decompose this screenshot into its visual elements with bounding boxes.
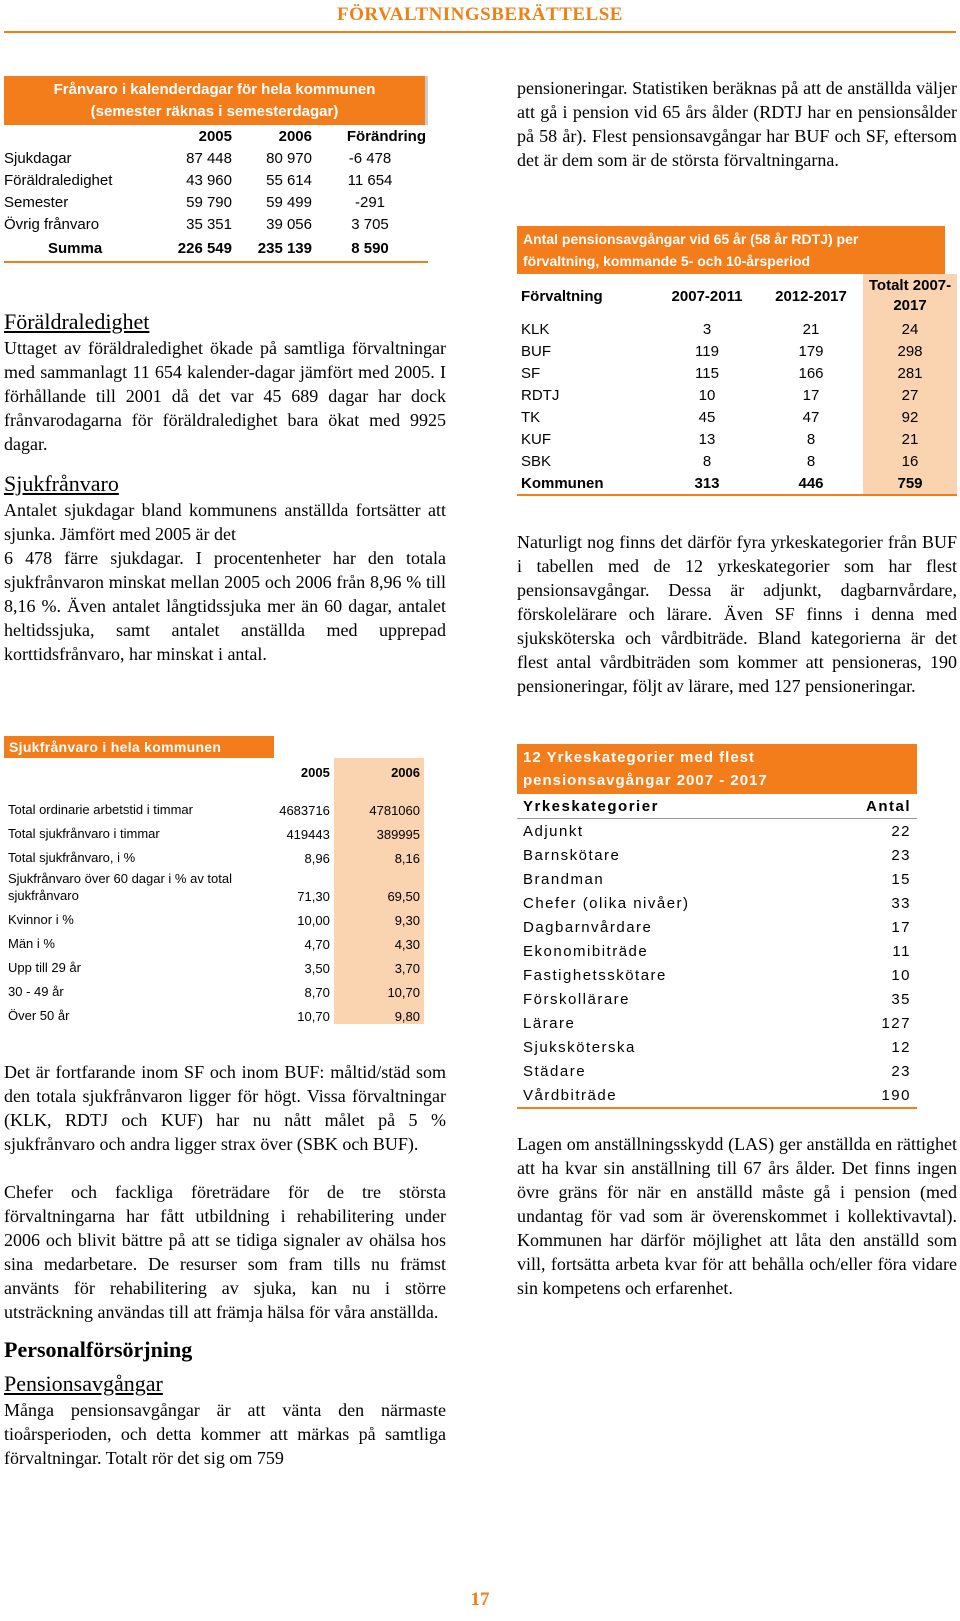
pension-row — [517, 428, 957, 450]
pension-row — [517, 362, 957, 384]
sick-leave-table — [4, 736, 424, 1024]
sick-leave-2006: 9,30 — [334, 904, 424, 928]
pension-sum-row — [517, 472, 957, 495]
para-buf: Naturligt nog finns det därför fyra yrkeskategorier från BUF i tabellen med de 12 yrkeskategorier som har flest pensionsavgångar. Dessa är adjunkt, dagbarnvårdare, förskolelärare och lärare. Även SF finns i denna med sjuksköterska och vårdbiträde. Bland kategorierna är det flest antal vårdbiträden som kommer att pensioneras, 190 pensioneringar, följt av lärare, med 127 pensioneringar. — [517, 532, 957, 696]
pension-name: RDTJ — [521, 386, 560, 404]
col-total — [863, 274, 957, 318]
sick-leave-row — [4, 928, 424, 952]
sick-leave-2006: 69,50 — [334, 866, 424, 904]
pension-a: 115 — [695, 364, 719, 382]
right-las-para — [517, 1132, 957, 1300]
col-header: Förändring — [346, 127, 426, 145]
col-header: 2006 — [278, 127, 312, 145]
sick-leave-row — [4, 976, 424, 1000]
col-total-line1: Totalt 2007- — [868, 277, 952, 294]
pension-row — [517, 340, 957, 362]
left-column-lower — [4, 1060, 446, 1470]
pension-table-subtitle: förvaltning, kommande 5- och 10-årsperiod — [523, 253, 811, 269]
category-count: 127 — [881, 1014, 911, 1032]
sick-leave-2005: 8,70 — [304, 985, 330, 1000]
pension-name: SF — [521, 364, 541, 382]
pension-b: 166 — [798, 364, 824, 382]
para-chefer: Chefer och fackliga företrädare för de tre största förvaltningarna har fått utbildning i rehabilitering under 2006 och blivit bättre på att se tidiga signaler av ohälsa hos sina medarbetare. De resurser som fram tills nu främst använts för rehabilitering av sjuka, kan nu i större utsträckning användas till att främja hälsa för våra anställda. — [4, 1182, 446, 1322]
pension-total: 16 — [863, 450, 957, 472]
sick-leave-2005: 10,70 — [297, 1009, 330, 1024]
category-count: 11 — [892, 942, 911, 960]
category-row — [517, 939, 917, 963]
pension-row — [517, 318, 957, 340]
absence-cell-v2005: 87 448 — [186, 149, 232, 167]
sick-leave-2006: 9,80 — [334, 1000, 424, 1024]
sick-leave-2005: 3,50 — [304, 961, 330, 976]
category-row — [517, 987, 917, 1011]
sick-leave-2005: 4683716 — [279, 803, 330, 818]
pension-a: 10 — [698, 386, 716, 404]
sick-leave-row — [4, 1000, 424, 1024]
sick-leave-2005: 10,00 — [297, 913, 330, 928]
para-las: Lagen om anställningsskydd (LAS) ger anställda en rättighet att ha kvar sin anställning till 67 års ålder. Det finns ingen övre gräns för när en anställd måste gå i pension (med undantag för vad som är överenskommet i kollektivavtal). Kommunen har därför möjlighet att låta den anställd som vill, fortsätta arbeta kvar för att behålla och/eller föra vidare sin kompetens och erfarenhet. — [517, 1134, 957, 1298]
pension-a: 3 — [702, 320, 712, 338]
col-2012-2017: 2012-2017 — [775, 287, 847, 305]
left-column-upper — [4, 308, 446, 666]
sum-total: 759 — [863, 472, 957, 495]
col-2005: 2005 — [300, 765, 330, 780]
pension-name: KUF — [521, 430, 551, 448]
category-count: 12 — [891, 1038, 911, 1056]
pension-b: 47 — [802, 408, 820, 426]
category-count: 17 — [891, 918, 911, 936]
category-row — [517, 1083, 917, 1108]
pension-a: 45 — [698, 408, 716, 426]
absence-cell-change: -6 478 — [348, 149, 392, 167]
sick-leave-label: Kvinnor i % — [8, 912, 74, 927]
categories-table — [517, 744, 917, 1109]
sum-2006: 235 139 — [232, 235, 312, 262]
absence-cell-label: Övrig frånvaro — [4, 215, 100, 233]
absence-cell-change: -291 — [354, 193, 386, 211]
sjuk-text-1: Antalet sjukdagar bland kommunens anställda fortsätter att sjunka. Jämfört med 2005 är det — [4, 500, 446, 544]
sick-leave-col-headers — [4, 758, 424, 780]
category-count: 33 — [891, 894, 911, 912]
absence-row — [4, 213, 428, 235]
absence-cell-change: 11 654 — [347, 171, 393, 189]
category-row — [517, 963, 917, 987]
sick-leave-2006: 10,70 — [334, 976, 424, 1000]
category-name: Adjunkt — [523, 822, 584, 840]
pension-row — [517, 450, 957, 472]
right-buf-para — [517, 530, 957, 698]
sick-leave-label: Över 50 år — [8, 1008, 70, 1023]
absence-cell-label: Sjukdagar — [4, 149, 72, 167]
absence-cell-v2006: 39 056 — [266, 215, 312, 233]
category-row — [517, 1035, 917, 1059]
sum-change: 8 590 — [312, 235, 428, 262]
sick-leave-2005: 71,30 — [297, 889, 330, 904]
sick-leave-2006: 4781060 — [334, 780, 424, 818]
category-row — [517, 1011, 917, 1035]
sjuk-text-2: 6 478 färre sjukdagar. I procentenheter har den totala sjukfrånvaron minskat mellan 2005 och 2006 från 8,96 % till 8,16 %. Även antalet långtidssjuka mer än 60 dagar, antalet heltidssjuka, samt antalet anställda med upprepad korttidsfrånvaro, har minskat i antal. — [4, 548, 446, 664]
sum-b: 446 — [759, 472, 863, 495]
pension-total: 27 — [863, 384, 957, 406]
sick-leave-table-title: Sjukfrånvaro i hela kommunen — [4, 736, 274, 758]
pension-total: 21 — [863, 428, 957, 450]
category-row — [517, 867, 917, 891]
personal-heading: Personalförsörjning — [4, 1337, 193, 1362]
category-name: Fastighetsskötare — [523, 966, 667, 984]
categories-table-header — [517, 744, 917, 794]
absence-table-title: Frånvaro i kalenderdagar för hela kommunen — [53, 81, 376, 98]
category-count: 22 — [891, 822, 911, 840]
absence-cell-label: Semester — [4, 193, 69, 211]
pension-b: 179 — [798, 342, 824, 360]
sick-leave-row — [4, 818, 424, 842]
category-name: Lärare — [523, 1014, 576, 1032]
absence-row — [4, 147, 428, 169]
sick-leave-label: Total ordinarie arbetstid i timmar — [8, 802, 193, 817]
absence-table-col-headers — [4, 125, 428, 147]
col-forvaltning: Förvaltning — [521, 287, 603, 305]
categories-col-headers — [517, 794, 917, 819]
absence-cell-label: Föräldraledighet — [4, 171, 113, 189]
pension-b: 8 — [806, 452, 816, 470]
pension-row — [517, 384, 957, 406]
sick-leave-label: 30 - 49 år — [8, 984, 64, 999]
absence-cell-change: 3 705 — [351, 215, 389, 233]
sick-leave-2006: 8,16 — [334, 842, 424, 866]
sum-a: 313 — [655, 472, 759, 495]
sick-leave-2005: 419443 — [286, 827, 330, 842]
absence-cell-v2006: 80 970 — [266, 149, 312, 167]
category-name: Sjuksköterska — [523, 1038, 636, 1056]
sick-leave-row — [4, 952, 424, 976]
page-header-title: FÖRVALTNINGSBERÄTTELSE — [337, 4, 623, 25]
pension-heading: Pensionsavgångar — [4, 1371, 163, 1396]
pension-total: 281 — [863, 362, 957, 384]
pension-name: TK — [521, 408, 541, 426]
categories-table-subtitle: pensionsavgångar 2007 - 2017 — [523, 772, 768, 789]
col-category: Yrkeskategorier — [517, 794, 820, 819]
para-intro: pensioneringar. Statistiken beräknas på att de anställda väljer att gå i pension vid 65 års ålder (RDTJ har en pensionsålder på 58 år). Flest pensionsavgångar har BUF och SF, eftersom det är dem som är de största förvaltningarna. — [517, 78, 957, 170]
pension-row — [517, 406, 957, 428]
sick-leave-label: Män i % — [8, 936, 55, 951]
category-count: 35 — [891, 990, 911, 1008]
pension-total: 298 — [863, 340, 957, 362]
category-name: Brandman — [523, 870, 605, 888]
pension-a: 13 — [698, 430, 716, 448]
pension-col-headers — [517, 274, 957, 318]
sick-leave-label: Total sjukfrånvaro i timmar — [8, 826, 160, 841]
pension-table — [517, 226, 957, 496]
sum-name: Kommunen — [517, 472, 655, 495]
sum-label: Summa — [4, 235, 154, 262]
category-row — [517, 819, 917, 844]
pension-name: SBK — [521, 452, 552, 470]
category-count: 10 — [891, 966, 911, 984]
col-total-line2: 2017 — [893, 297, 927, 314]
category-row — [517, 843, 917, 867]
category-count: 23 — [891, 1062, 911, 1080]
sick-leave-row — [4, 780, 424, 818]
sick-leave-row — [4, 904, 424, 928]
sick-leave-table-grid — [4, 758, 424, 1024]
categories-table-title: 12 Yrkeskategorier med flest — [523, 749, 756, 766]
absence-row — [4, 169, 428, 191]
absence-table-sum-row — [4, 235, 428, 262]
sick-leave-2006: 4,30 — [334, 928, 424, 952]
category-count: 190 — [820, 1083, 917, 1108]
absence-cell-v2005: 43 960 — [186, 171, 232, 189]
category-name: Chefer (olika nivåer) — [523, 894, 690, 912]
absence-table-header — [4, 76, 428, 125]
pension-text: Många pensionsavgångar är att vänta den närmaste tioårsperioden, och detta kommer att märkas på samtliga förvaltningar. Totalt rör det sig om 759 — [4, 1400, 446, 1468]
absence-table — [4, 76, 428, 263]
absence-row — [4, 191, 428, 213]
pension-table-header — [517, 226, 945, 274]
sjuk-heading: Sjukfrånvaro — [4, 471, 119, 496]
sick-leave-2006: 389995 — [334, 818, 424, 842]
category-count: 23 — [891, 846, 911, 864]
pension-table-title: Antal pensionsavgångar vid 65 år (58 år RDTJ) per — [523, 231, 859, 247]
category-count: 15 — [891, 870, 911, 888]
category-name: Städare — [523, 1062, 587, 1080]
foraldra-heading: Föräldraledighet — [4, 309, 150, 334]
pension-total: 92 — [863, 406, 957, 428]
para-sf-buf: Det är fortfarande inom SF och inom BUF: måltid/städ som den totala sjukfrånvaron ligger för högt. Vissa förvaltningar (KLK, RDTJ och KUF) har nu nått målet på 5 % sjukfrånvaro och andra ligger strax över (SBK och BUF). — [4, 1062, 446, 1154]
category-row — [517, 891, 917, 915]
page-header — [0, 0, 960, 32]
sick-leave-label: Upp till 29 år — [8, 960, 81, 975]
categories-table-grid — [517, 794, 917, 1109]
right-intro — [517, 76, 957, 172]
pension-a: 8 — [702, 452, 712, 470]
sick-leave-label: Sjukfrånvaro över 60 dagar i % av total sjukfrånvaro — [8, 871, 233, 903]
sick-leave-2005: 4,70 — [304, 937, 330, 952]
pension-a: 119 — [695, 342, 719, 360]
absence-table-subtitle: (semester räknas i semesterdagar) — [90, 103, 339, 120]
pension-b: 17 — [802, 386, 820, 404]
col-count: Antal — [820, 794, 917, 819]
absence-cell-v2005: 35 351 — [186, 215, 232, 233]
pension-b: 8 — [806, 430, 816, 448]
sick-leave-2006: 3,70 — [334, 952, 424, 976]
sick-leave-label: Total sjukfrånvaro, i % — [8, 850, 136, 865]
absence-cell-v2005: 59 790 — [186, 193, 232, 211]
category-row — [517, 1059, 917, 1083]
pension-name: KLK — [521, 320, 550, 338]
sum-2005: 226 549 — [154, 235, 232, 262]
pension-name: BUF — [521, 342, 551, 360]
header-rule — [4, 31, 956, 33]
category-name: Förskollärare — [523, 990, 631, 1008]
absence-table-grid — [4, 125, 428, 263]
pension-total: 24 — [863, 318, 957, 340]
sick-leave-row — [4, 842, 424, 866]
sick-leave-row — [4, 866, 424, 904]
col-2007-2011: 2007-2011 — [671, 287, 743, 305]
col-header: 2005 — [198, 127, 232, 145]
category-name: Vårdbiträde — [517, 1083, 820, 1108]
sick-leave-2005: 8,96 — [304, 851, 330, 866]
category-name: Barnskötare — [523, 846, 621, 864]
category-row — [517, 915, 917, 939]
pension-b: 21 — [802, 320, 820, 338]
page-number: 17 — [470, 1589, 490, 1610]
foraldra-text: Uttaget av föräldraledighet ökade på samtliga förvaltningar med sammanlagt 11 654 kalender-dagar jämfört med 2005. I förhållande till 2001 då det var 45 689 dagar har dock frånvarodagarna för föräldraledighet bara ökat med 9925 dagar. — [4, 338, 446, 454]
absence-cell-v2006: 55 614 — [266, 171, 312, 189]
category-name: Ekonomibiträde — [523, 942, 649, 960]
col-2006: 2006 — [334, 758, 424, 780]
pension-table-grid — [517, 274, 957, 496]
absence-cell-v2006: 59 499 — [266, 193, 312, 211]
category-name: Dagbarnvårdare — [523, 918, 653, 936]
